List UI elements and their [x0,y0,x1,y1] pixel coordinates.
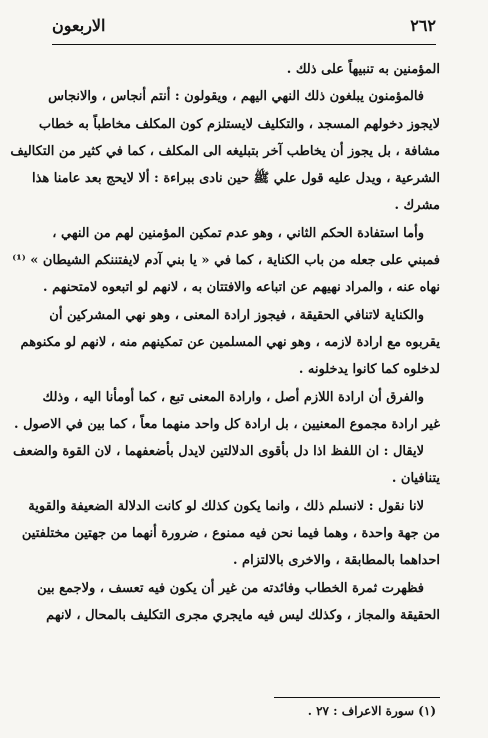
running-title: الاربعون [52,15,106,35]
text-line: وأما استفادة الحكم الثاني ، وهو عدم تمكين المؤمنين لهم من النهي ، [52,225,424,241]
text-line: احداهما بالمطابقة ، والاخرى بالالتزام . [232,553,440,569]
text-line: يقربوه مع ارادة لازمه ، وهو نهي المسلمين عن تمكينهم منه ، لانهم لو مكنوهم [20,334,440,350]
text-line: الشرعية ، ويدل عليه قول علي ﷺ حين نادى ببراءة : ألا لايحج بعد عامنا هذا [31,171,440,187]
text-line: لايجوز دخولهم المسجد ، والتكليف لايستلزم كون المكلف مخاطباً به خطاب [38,116,440,132]
text-line: الحقيقة والمجاز ، وكذلك ليس فيه مايجري مجرى التكليف بالمحال ، لانهم [46,607,440,623]
body-text [10,56,440,629]
text-line: فالمؤمنون يبلغون ذلك النهي اليهم ، ويقولون : أنتم أنجاس ، والانجاس [48,89,424,105]
text-line: والفرق أن ارادة اللازم أصل ، وارادة المعنى تبع ، كما أومأنا اليه ، وذلك [42,389,424,405]
footnote: (١) سورة الاعراف : ٢٧ . [307,704,436,718]
text-line: مشرك . [394,198,440,214]
text-line: فظهرت ثمرة الخطاب وفائدته من غير أن يكون فيه تعسف ، ولاجمع بين [37,580,424,596]
text-line: لايقال : ان اللفظ اذا دل بأقوى الدلالتين لايدل بأضعفهما ، لان القوة والضعف [13,444,424,460]
page-number: ٢٦٢ [410,15,436,35]
text-line: والكناية لاتنافي الحقيقة ، فيجوز ارادة المعنى ، وهو نهي المشركين أن [49,307,424,323]
text-line: المؤمنين به تنبيهاً على ذلك . [286,62,440,77]
text-line: نهاه عنه ، والمراد نهيهم عن اتباعه والافتتان به ، لانهم لو اتبعوه لامتحنهم . [43,280,440,296]
footnote-rule [274,697,440,698]
text-line: لانا نقول : لانسلم ذلك ، وانما يكون كذلك لو كانت الدلالة الضعيفة والقوية [28,498,424,514]
text-line: لدخلوه كما كانوا يدخلونه . [298,362,440,378]
text-line: من جهة واحدة ، وهما فيما نحن فيه ممنوع ، ضرورة أنهما من جهتين مختلفتين [21,526,440,542]
running-head [52,14,436,36]
text-line: غير ارادة مجموع المعنيين ، بل ارادة كل واحد منهما معاً ، كما بين في الاصول . [14,416,440,432]
header-rule [52,44,436,45]
text-line: يتنافيان . [391,471,440,487]
text-line: مشافة ، بل يجوز أن يخاطب آخر بتبليغه الى المكلف ، كما في كثير من التكاليف [10,143,440,159]
text-line: فمبني على جعله من باب الكناية ، كما في « يا بني آدم لايفتننكم الشيطان » ⁽¹⁾ [12,253,440,269]
